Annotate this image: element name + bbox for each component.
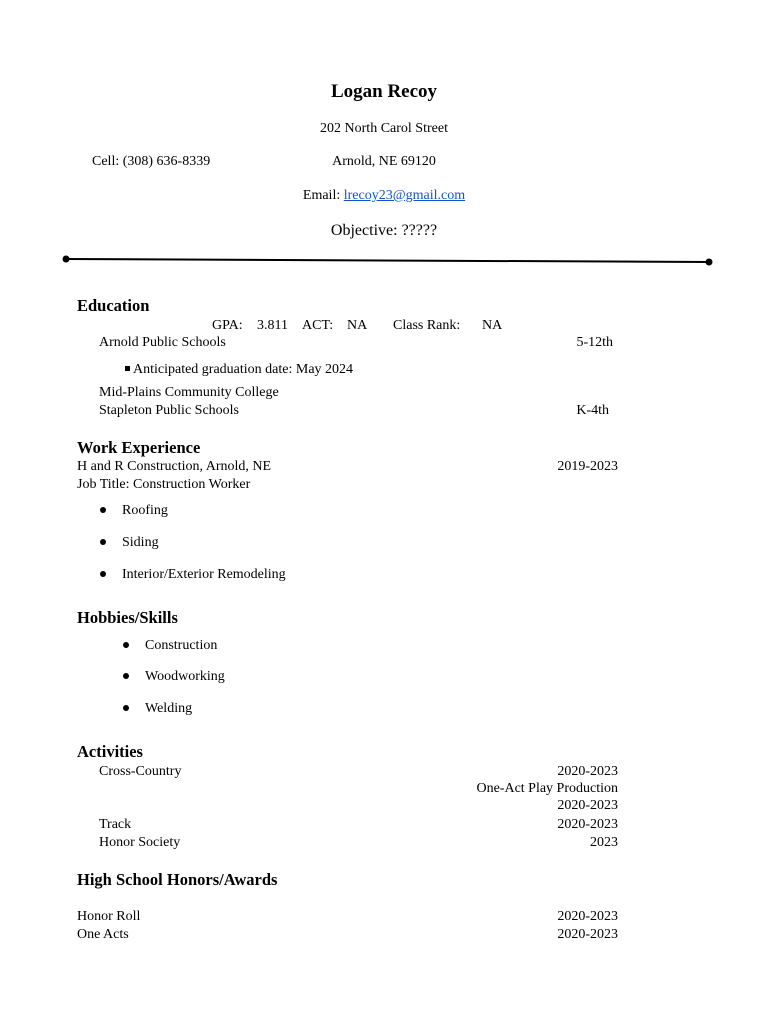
work-experience-heading: Work Experience [77, 438, 201, 457]
street-address: 202 North Carol Street [320, 121, 448, 136]
activity-years: 2020-2023 [557, 764, 618, 779]
list-item [123, 700, 423, 717]
hobbies-heading: Hobbies/Skills [77, 608, 178, 627]
email-link[interactable]: lrecoy23@gmail.com [343, 188, 466, 203]
cell-phone: Cell: (308) 636-8339 [92, 154, 211, 169]
school-name: Arnold Public Schools [99, 335, 226, 350]
act-label: ACT: [302, 318, 334, 333]
city-state-zip: Arnold, NE 69120 [332, 154, 436, 169]
bullet-icon [123, 705, 129, 711]
award-name: One Acts [77, 927, 129, 942]
duty-item: Interior/Exterior Remodeling [122, 567, 286, 582]
award-years: 2020-2023 [557, 909, 618, 924]
header-divider [0, 250, 768, 270]
bullet-icon [123, 642, 129, 648]
class-rank-value: NA [482, 318, 503, 333]
list-item [123, 668, 423, 685]
bullet-icon [100, 507, 106, 513]
activity-name: Honor Society [99, 835, 181, 850]
honors-heading: High School Honors/Awards [77, 870, 278, 889]
list-item [123, 637, 423, 654]
award-name: Honor Roll [77, 909, 141, 924]
graduation-note: Anticipated graduation date: May 2024 [133, 362, 354, 377]
duty-item: Roofing [122, 503, 168, 518]
list-item [100, 502, 400, 519]
square-bullet-icon [125, 366, 130, 371]
email-line [0, 187, 768, 204]
hobby-item: Woodworking [145, 669, 225, 684]
activity-years: 2020-2023 [557, 817, 618, 832]
list-item [100, 534, 400, 551]
act-value: NA [347, 318, 368, 333]
class-rank-label: Class Rank: [393, 318, 461, 333]
activities-heading: Activities [77, 742, 143, 761]
list-item [125, 361, 425, 378]
school-grades: K-4th [576, 403, 609, 418]
hobby-item: Construction [145, 638, 218, 653]
resume-name: Logan Recoy [330, 81, 438, 102]
activity-name: One-Act Play Production [476, 781, 618, 796]
bullet-icon [100, 571, 106, 577]
school-grades: 5-12th [576, 335, 613, 350]
bullet-icon [100, 539, 106, 545]
school-name: Mid-Plains Community College [99, 385, 279, 400]
work-years: 2019-2023 [557, 459, 618, 474]
activity-years: 2020-2023 [557, 798, 618, 813]
activity-name: Cross-Country [99, 764, 182, 779]
education-heading: Education [77, 296, 150, 315]
email-label: Email: [302, 188, 344, 203]
gpa-label: GPA: [212, 318, 243, 333]
list-item [100, 566, 400, 583]
school-name: Stapleton Public Schools [99, 403, 239, 418]
gpa-value: 3.811 [257, 318, 288, 333]
activity-name: Track [99, 817, 132, 832]
activity-years: 2023 [590, 835, 618, 850]
job-title: Job Title: Construction Worker [77, 477, 251, 492]
objective: Objective: ????? [330, 222, 438, 239]
duty-item: Siding [122, 535, 159, 550]
hobby-item: Welding [145, 701, 193, 716]
bullet-icon [123, 673, 129, 679]
company-line: H and R Construction, Arnold, NE [77, 459, 272, 474]
award-years: 2020-2023 [557, 927, 618, 942]
